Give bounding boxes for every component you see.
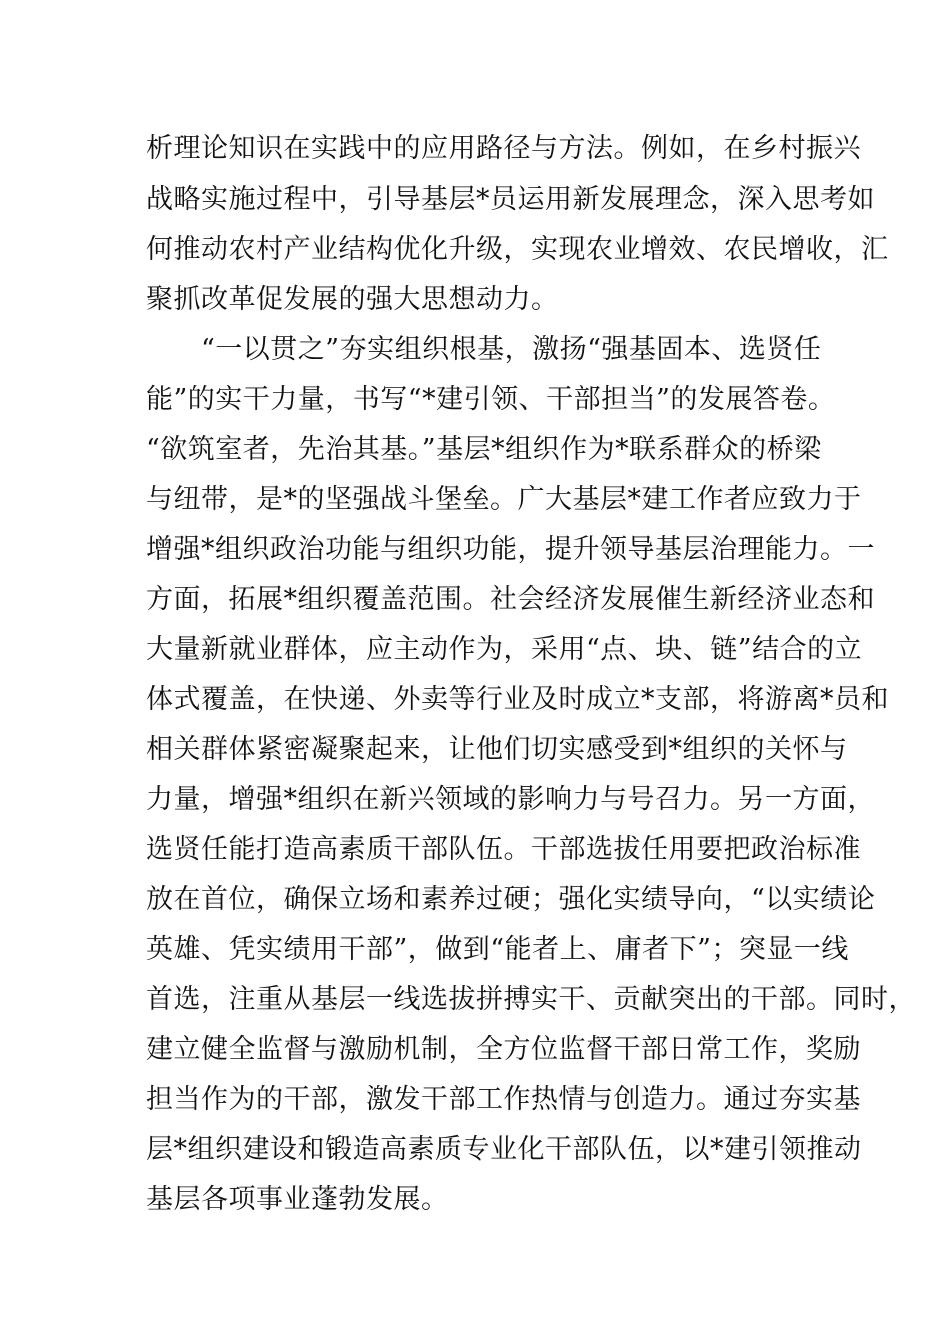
text-line: 首选，注重从基层一线选拔拼搏实干、贡献突出的干部。同时， xyxy=(146,984,916,1015)
text-line: 增强*组织政治功能与组织功能，提升领导基层治理能力。一 xyxy=(146,534,875,565)
text-line: 建立健全监督与激励机制，全方位监督干部日常工作，奖励 xyxy=(146,1034,861,1065)
text-line: 聚抓改革促发展的强大思想动力。 xyxy=(146,284,559,315)
text-line: “一以贯之”夯实组织根基，激扬“强基固本、选贤任 xyxy=(201,334,822,365)
text-line: 选贤任能打造高素质干部队伍。干部选拔任用要把政治标准 xyxy=(146,834,861,865)
text-line: 放在首位，确保立场和素养过硬；强化实绩导向，“以实绩论 xyxy=(146,884,876,915)
text-line: 何推动农村产业结构优化升级，实现农业增效、农民增收，汇 xyxy=(146,234,889,265)
text-line: 层*组织建设和锻造高素质专业化干部队伍，以*建引领推动 xyxy=(146,1134,862,1165)
text-line: 能”的实干力量，书写“*建引领、干部担当”的发展答卷。 xyxy=(146,384,836,415)
text-line: 相关群体紧密凝聚起来，让他们切实感受到*组织的关怀与 xyxy=(146,734,848,765)
text-line: “欲筑室者，先治其基。”基层*组织作为*联系群众的桥梁 xyxy=(146,434,822,465)
text-line: 析理论知识在实践中的应用路径与方法。例如，在乡村振兴 xyxy=(146,133,861,164)
text-line: 体式覆盖，在快递、外卖等行业及时成立*支部，将游离*员和 xyxy=(146,684,889,715)
text-line: 方面，拓展*组织覆盖范围。社会经济发展催生新经济业态和 xyxy=(146,584,875,615)
text-line: 与纽带，是*的坚强战斗堡垒。广大基层*建工作者应致力于 xyxy=(146,484,862,515)
text-line: 大量新就业群体，应主动作为，采用“点、块、链”结合的立 xyxy=(146,634,863,665)
text-line: 基层各项事业蓬勃发展。 xyxy=(146,1184,449,1215)
text-line: 英雄、凭实绩用干部”，做到“能者上、庸者下”；突显一线 xyxy=(146,934,849,965)
text-line: 战略实施过程中，引导基层*员运用新发展理念，深入思考如 xyxy=(146,184,875,215)
text-line: 力量，增强*组织在新兴领域的影响力与号召力。另一方面， xyxy=(146,784,875,815)
text-line: 担当作为的干部，激发干部工作热情与创造力。通过夯实基 xyxy=(146,1084,861,1115)
